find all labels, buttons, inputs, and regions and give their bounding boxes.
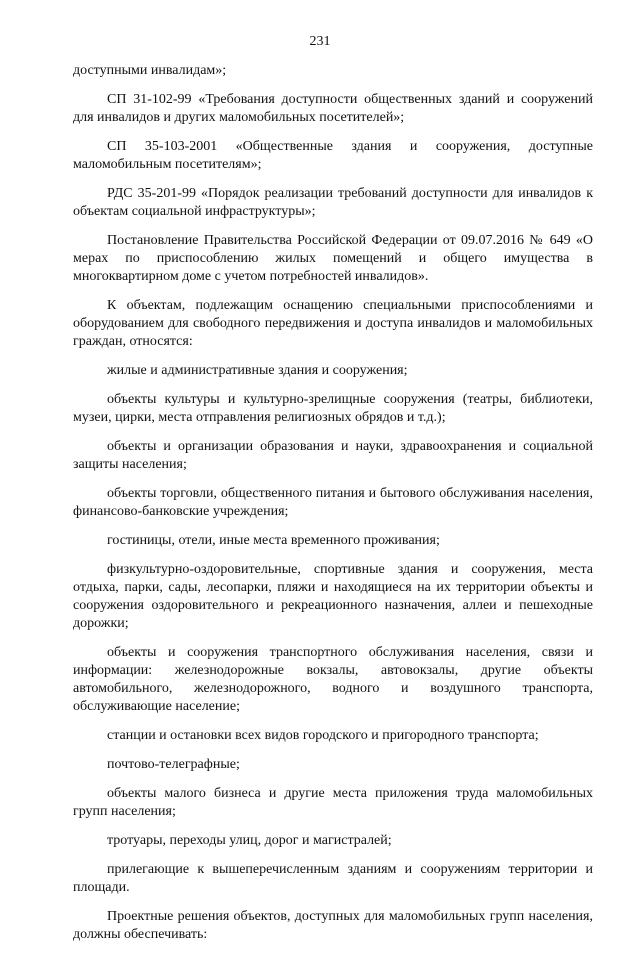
list-item-post: почтово-телеграфные; (107, 757, 240, 772)
document-body (73, 62, 593, 955)
list-item-small-business: объекты малого бизнеса и другие места приложения труда маломобильных групп населения; (73, 786, 593, 819)
list-item-culture: объекты культуры и культурно-зрелищные сооружения (театры, библиотеки, музеи, цирки, места отправления религиозных обрядов и т.д.); (73, 392, 593, 425)
page-number: 231 (309, 34, 331, 49)
paragraph-postanovlenie-649: Постановление Правительства Российской Федерации от 09.07.2016 № 649 «О мерах по приспособлению жилых помещений и общего имущества в многоквартирном доме с учетом потребностей инвалидов». (73, 233, 593, 284)
list-item-residential: жилые и административные здания и сооружения; (107, 363, 408, 378)
list-item-sidewalks: тротуары, переходы улиц, дорог и магистралей; (107, 833, 392, 848)
paragraph-rds-35-201-99: РДС 35-201-99 «Порядок реализации требований доступности для инвалидов к объектам социальной инфраструктуры»; (73, 186, 593, 219)
list-item-hotels: гостиницы, отели, иные места временного проживания; (107, 533, 440, 548)
paragraph-sp-31-102-99: СП 31-102-99 «Требования доступности общественных зданий и сооружений для инвалидов и других маломобильных посетителей»; (73, 92, 593, 125)
list-item-sports: физкультурно-оздоровительные, спортивные здания и сооружения, места отдыха, парки, сады, лесопарки, пляжи и находящиеся на их территории объекты и сооружения оздоровительного и рекреационного назначения, аллеи и пешеходные дорожки; (73, 562, 593, 631)
list-item-trade: объекты торговли, общественного питания и бытового обслуживания населения, финансово-банковские учреждения; (73, 486, 593, 519)
paragraph-continuation: доступными инвалидам»; (73, 63, 227, 78)
list-item-territories: прилегающие к вышеперечисленным зданиям и сооружениям территории и площади. (73, 862, 593, 895)
paragraph-design-decisions: Проектные решения объектов, доступных для маломобильных групп населения, должны обеспечивать: (73, 909, 593, 942)
list-item-education: объекты и организации образования и науки, здравоохранения и социальной защиты населения; (73, 439, 593, 472)
list-item-transport: объекты и сооружения транспортного обслуживания населения, связи и информации: железнодорожные вокзалы, автовокзалы, другие объекты автомобильного, железнодорожного, водного и воздушного транспорта, обслуживающие население; (73, 645, 593, 714)
list-item-stations: станции и остановки всех видов городского и пригородного транспорта; (107, 728, 539, 743)
paragraph-objects-intro: К объектам, подлежащим оснащению специальными приспособлениями и оборудованием для свободного передвижения и доступа инвалидов и маломобильных граждан, относятся: (73, 298, 593, 349)
paragraph-sp-35-103-2001: СП 35-103-2001 «Общественные здания и сооружения, доступные маломобильным посетителям»; (73, 139, 593, 172)
